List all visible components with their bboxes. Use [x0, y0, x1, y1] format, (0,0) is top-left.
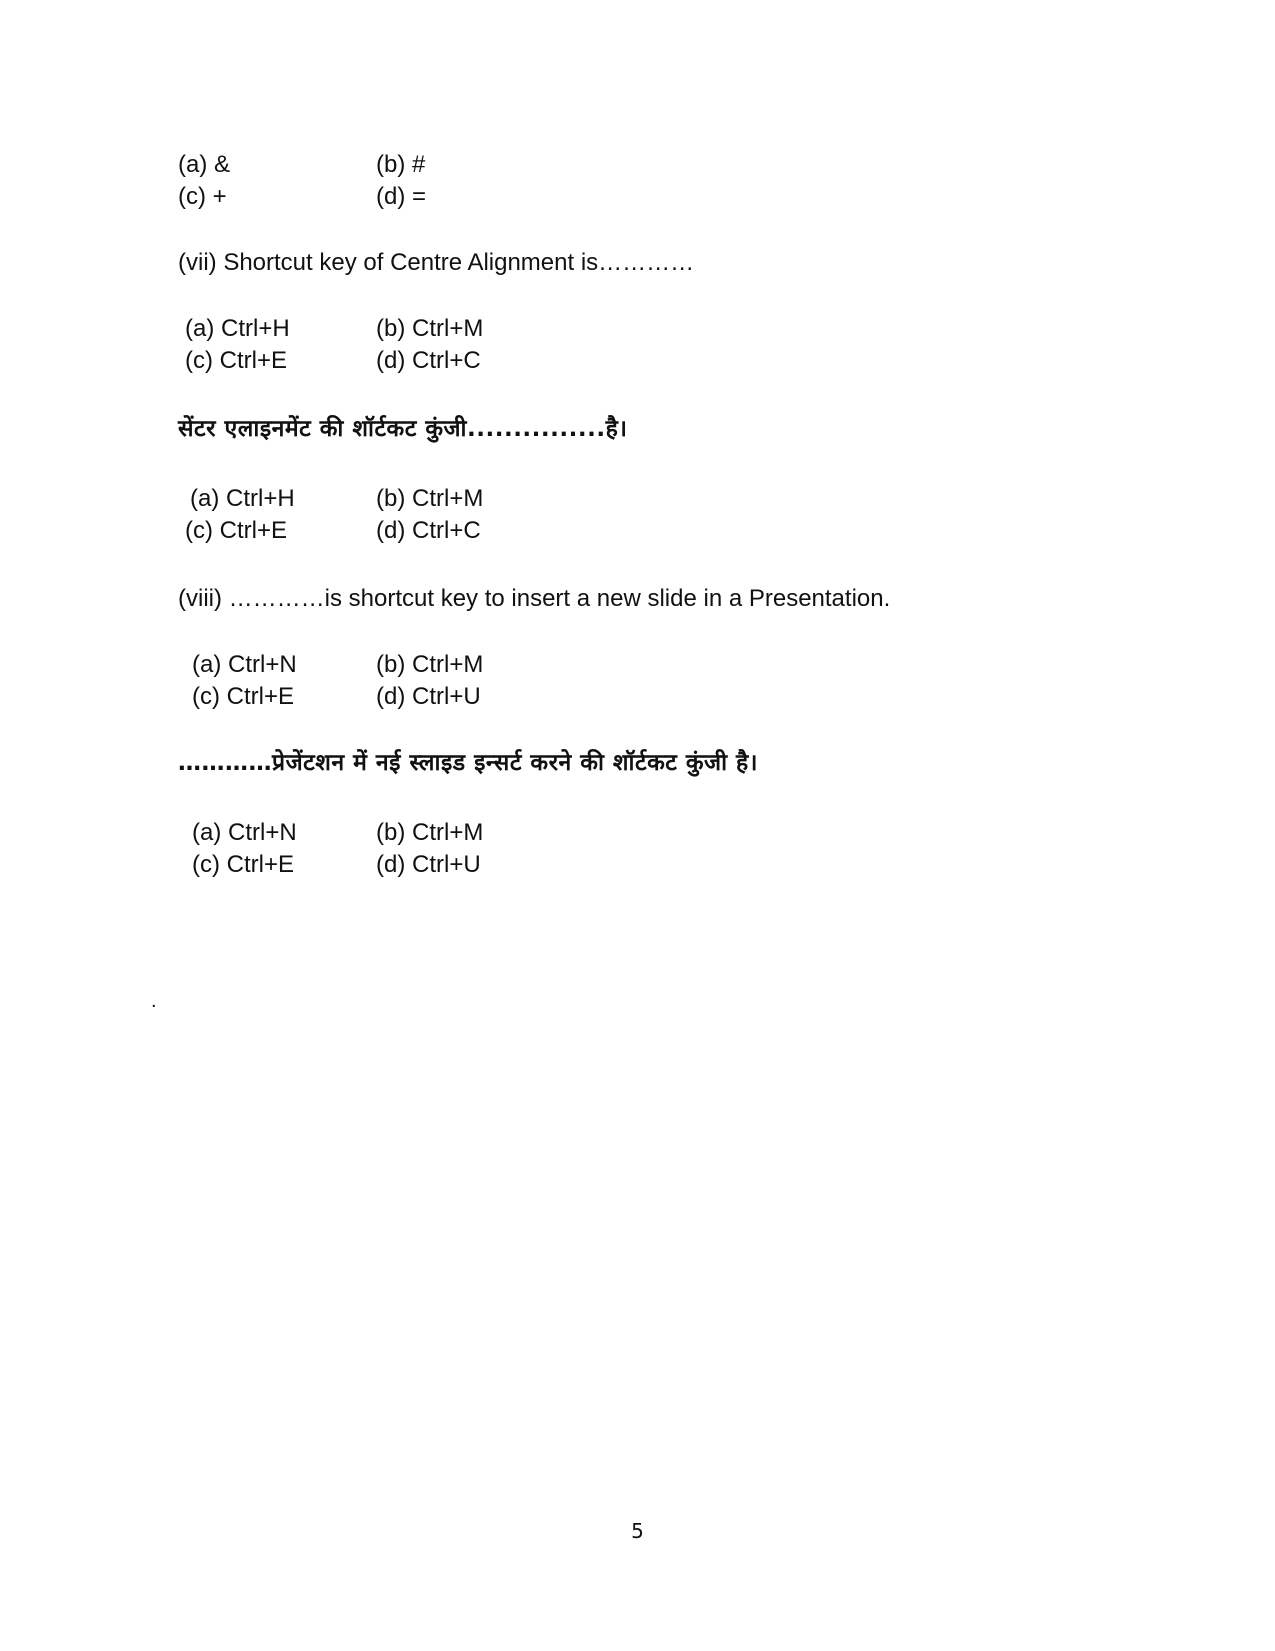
question-7-hindi: सेंटर एलाइनमेंट की शॉर्टकट कुंजी...............है। [178, 416, 628, 442]
q7-en-option-b: (b) Ctrl+M [376, 315, 484, 342]
q8-hi-option-a: (a) Ctrl+N [192, 819, 297, 846]
q7-en-option-a: (a) Ctrl+H [185, 315, 290, 342]
q7-hi-option-d: (d) Ctrl+C [376, 517, 481, 544]
q8-hi-option-b: (b) Ctrl+M [376, 819, 484, 846]
prev-option-d: (d) = [376, 183, 427, 210]
q7-hi-option-b: (b) Ctrl+M [376, 485, 484, 512]
prev-option-b: (b) # [376, 151, 426, 178]
q7-en-option-d: (d) Ctrl+C [376, 347, 481, 374]
q8-hi-option-c: (c) Ctrl+E [192, 851, 294, 878]
q8-en-option-c: (c) Ctrl+E [192, 683, 294, 710]
q7-hi-option-a: (a) Ctrl+H [190, 485, 295, 512]
q8-en-option-a: (a) Ctrl+N [192, 651, 297, 678]
q8-hi-option-d: (d) Ctrl+U [376, 851, 481, 878]
q8-en-option-b: (b) Ctrl+M [376, 651, 484, 678]
prev-option-c: (c) + [178, 183, 227, 210]
q7-hi-option-c: (c) Ctrl+E [185, 517, 287, 544]
stray-dot: . [151, 990, 157, 1012]
q8-en-option-d: (d) Ctrl+U [376, 683, 481, 710]
q7-en-option-c: (c) Ctrl+E [185, 347, 287, 374]
question-8-hindi: …………प्रेजेंटशन में नई स्लाइड इन्सर्ट करने की शॉर्टकट कुंजी है। [178, 750, 758, 776]
page-number: 5 [631, 1519, 644, 1543]
question-7-english: (vii) Shortcut key of Centre Alignment is………… [178, 249, 695, 276]
question-8-english: (viii) …………is shortcut key to insert a new slide in a Presentation. [178, 585, 891, 612]
prev-option-a: (a) & [178, 151, 231, 178]
